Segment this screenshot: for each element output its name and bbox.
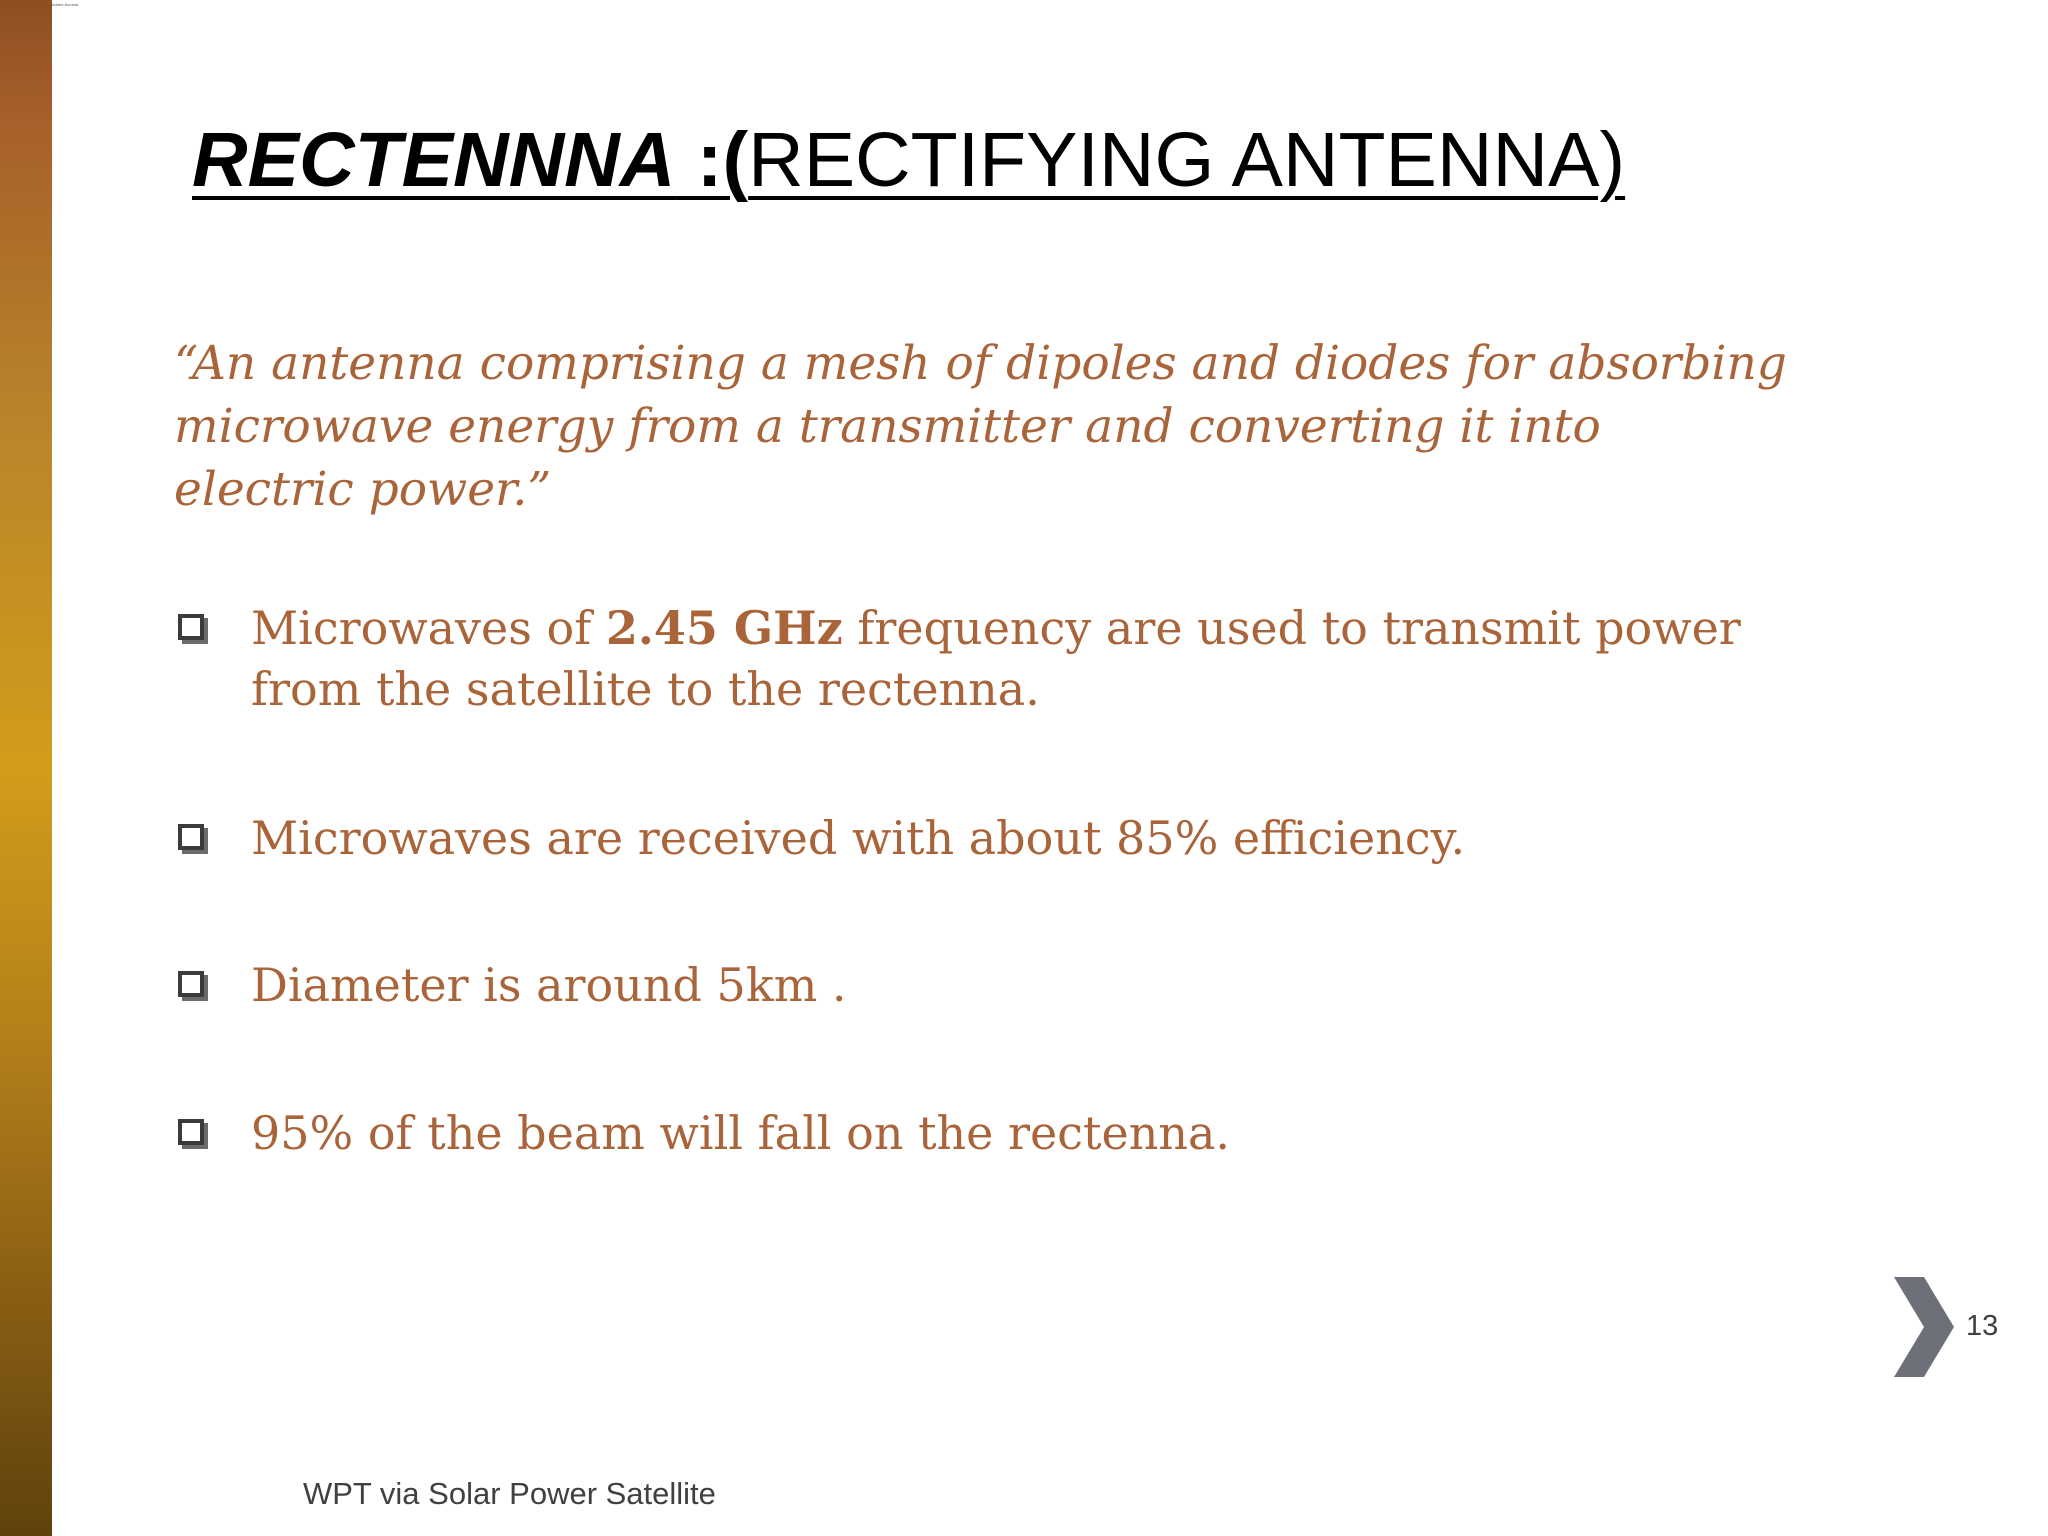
title-rest: RECTIFYING ANTENNA)	[748, 117, 1626, 203]
bullet-text-before: Microwaves of	[251, 601, 606, 655]
bullet-text-after: frequency are used to transmit power from the satellite to the rectenna.	[251, 601, 1741, 716]
chevron-right-icon[interactable]	[1890, 1277, 1956, 1377]
footer-text: WPT via Solar Power Satellite	[303, 1476, 716, 1511]
checkbox-icon	[178, 614, 204, 640]
bullet-text: Diameter is around 5km .	[251, 958, 847, 1012]
slide-title	[192, 118, 1625, 203]
bullet-text: 95% of the beam will fall on the rectenna.	[251, 1106, 1231, 1160]
corner-label: Adobe Acrobat	[52, 2, 79, 7]
bullet-text-bold: 2.45 GHz	[605, 601, 843, 655]
title-separator: :(	[675, 117, 749, 203]
checkbox-icon	[178, 824, 204, 850]
bullet-text: Microwaves are received with about 85% efficiency.	[251, 811, 1466, 865]
decorative-side-bar	[0, 0, 52, 1536]
definition-quote: “An antenna comprising a mesh of dipoles and diodes for absorbing microwave energy from a transmitter and converting it into electric power.”	[174, 336, 1787, 517]
checkbox-icon	[178, 1119, 204, 1145]
checkbox-icon	[178, 971, 204, 997]
title-main: RECTENNNA	[192, 117, 676, 203]
page-number: 13	[1966, 1310, 1999, 1342]
bullet-text	[251, 598, 1771, 720]
